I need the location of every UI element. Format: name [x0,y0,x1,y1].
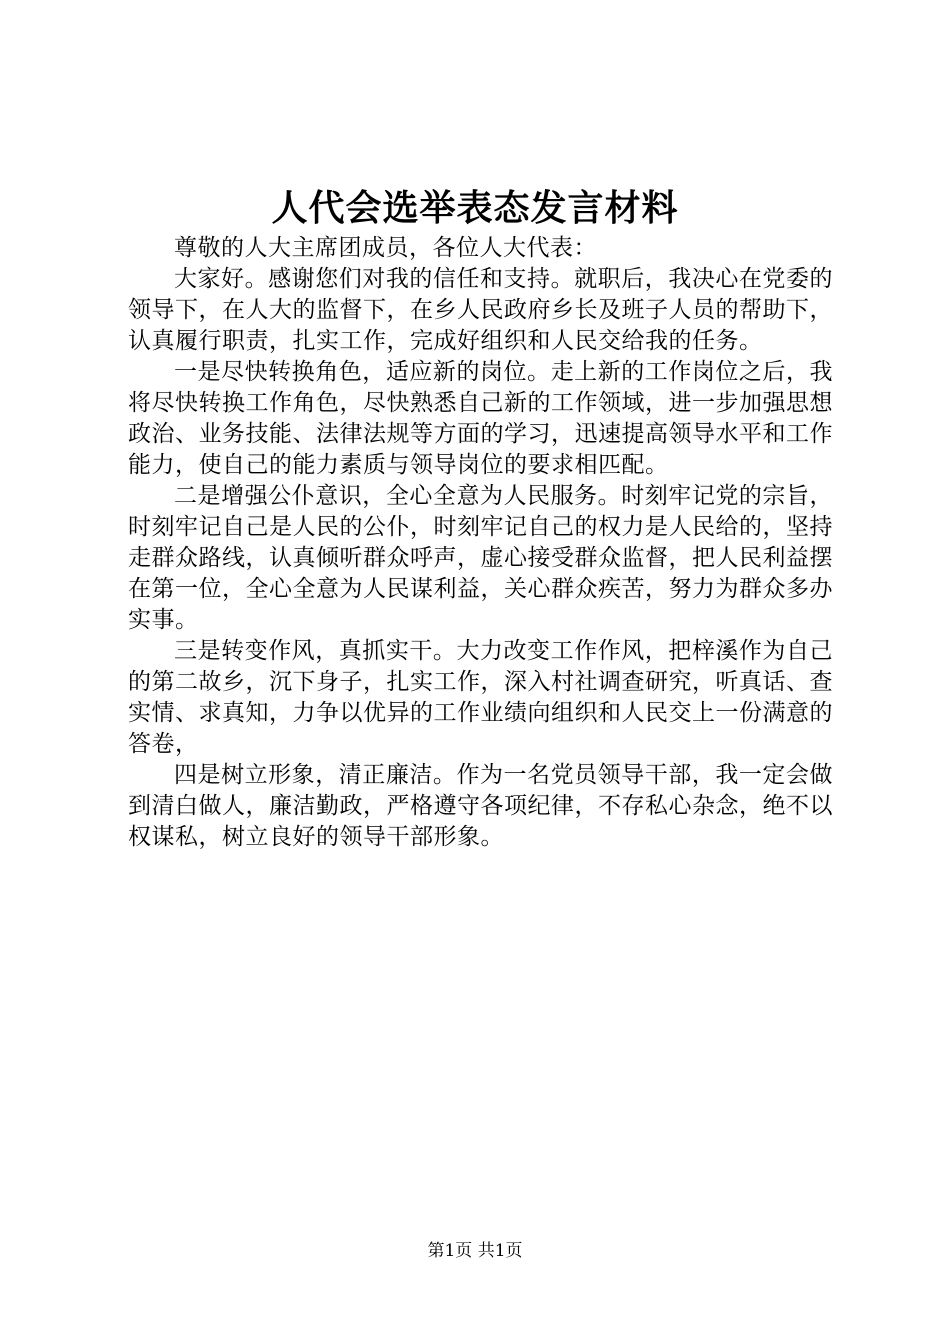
document-title: 人代会选举表态发言材料 [271,187,679,229]
body-paragraph: 四是树立形象，清正廉洁。作为一名党员领导干部，我一定会做到清白做人，廉洁勤政，严格遵守各项纪律，不存私心杂念，绝不以权谋私，树立良好的领导干部形象。 [128,762,833,850]
salutation-paragraph: 尊敬的人大主席团成员，各位人大代表： [174,235,597,261]
page-number-footer: 第1页 共1页 [427,1241,523,1261]
document-body [128,233,833,853]
body-paragraph: 一是尽快转换角色，适应新的岗位。走上新的工作岗位之后，我将尽快转换工作角色，尽快熟悉自己新的工作领域，进一步加强思想政治、业务技能、法律法规等方面的学习，迅速提高领导水平和工作能力，使自己的能力素质与领导岗位的要求相匹配。 [128,359,833,478]
body-paragraph: 二是增强公仆意识，全心全意为人民服务。时刻牢记党的宗旨，时刻牢记自己是人民的公仆，时刻牢记自己的权力是人民给的，坚持走群众路线，认真倾听群众呼声，虚心接受群众监督，把人民利益摆在第一位，全心全意为人民谋利益，关心群众疾苦，努力为群众多办实事。 [128,483,833,633]
body-paragraph: 大家好。感谢您们对我的信任和支持。就职后，我决心在党委的领导下，在人大的监督下，在乡人民政府乡长及班子人员的帮助下，认真履行职责，扎实工作，完成好组织和人民交给我的任务。 [128,266,833,354]
body-paragraph: 三是转变作风，真抓实干。大力改变工作作风，把梓溪作为自己的第二故乡，沉下身子，扎实工作，深入村社调查研究，听真话、查实情、求真知，力争以优异的工作业绩向组织和人民交上一份满意的答卷， [128,638,833,757]
